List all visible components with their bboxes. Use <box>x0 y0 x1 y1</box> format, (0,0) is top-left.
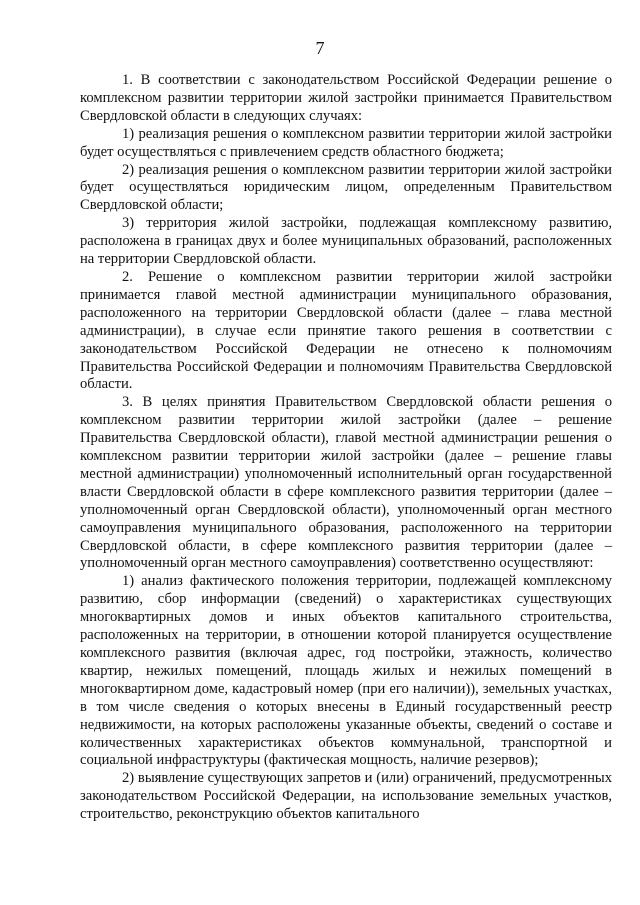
paragraph-1-item-1: 1) реализация решения о комплексном развитии территории жилой застройки будет осуществляться с привлечением средств областного бюджета; <box>80 125 612 160</box>
paragraph-1-item-2: 2) реализация решения о комплексном развитии территории жилой застройки будет осуществляться юридическим лицом, определенным Правительством Свердловской области; <box>80 161 612 214</box>
paragraph-1: 1. В соответствии с законодательством Российской Федерации решение о комплексном развитии территории жилой застройки принимается Правительством Свердловской области в следующих случаях: <box>80 72 612 124</box>
paragraph-3-item-1: 1) анализ фактического положения территории, подлежащей комплексному развитию, сбор информации (сведений) о характеристиках существующих многоквартирных домов и иных объектов капитального строительства, расположенных на территории, в отношении которой планируется осуществление комплексного развития (включая адрес, год постройки, этажность, количество квартир, нежилых помещений, площадь жилых и нежилых помещений в многоквартирном доме, кадастровый номер (при его наличии)), земельных участках, в том числе сведения о которых внесены в Единый государственный реестр недвижимости, на которых расположены указанные объекты, сведений о составе и количественных характеристиках объектов коммунальной, транспортной и социальной инфраструктуры (фактическая мощность, наличие резервов); <box>80 573 612 769</box>
paragraph-1-item-3: 3) территория жилой застройки, подлежащая комплексному развитию, расположена в границах двух и более муниципальных образований, расположенных на территории Свердловской области. <box>80 215 612 268</box>
page-number: 7 <box>315 38 325 58</box>
paragraph-2: 2. Решение о комплексном развитии территории жилой застройки принимается главой местной администрации муниципального образования, расположенного на территории Свердловской области (далее – глава местной администрации), в случае если принятие такого решения в соответствии с законодательством Российской Федерации не отнесено к полномочиям Правительства Российской Федерации и полномочиям Правительства Свердловской области. <box>80 268 612 393</box>
paragraph-3-item-2: 2) выявление существующих запретов и (или) ограничений, предусмотренных законодательством Российской Федерации, на использование земельных участков, строительство, реконструкцию объектов капитального <box>80 770 612 823</box>
document-body <box>80 72 612 824</box>
paragraph-3: 3. В целях принятия Правительством Свердловской области решения о комплексном развитии территории жилой застройки (далее – решение Правительства Свердловской области), главой местной администрации решения о комплексном развитии территории жилой застройки (далее – решение главы местной администрации) уполномоченный исполнительный орган государственной власти Свердловской области в сфере комплексного развития территории (далее – уполномоченный орган Свердловской области), уполномоченный орган местного самоуправления муниципального образования, расположенного на территории Свердловской области, в сфере комплексного развития территории (далее – уполномоченный орган местного самоуправления) соответственно осуществляют: <box>80 394 612 572</box>
